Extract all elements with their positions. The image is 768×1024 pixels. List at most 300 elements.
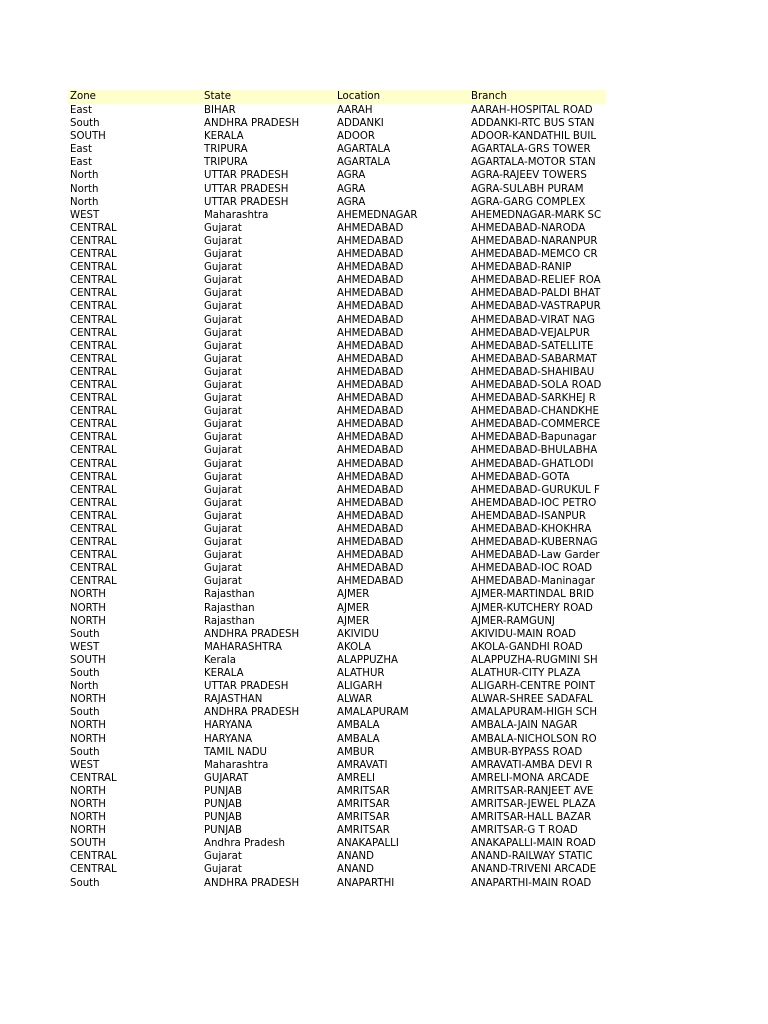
zone-cell[interactable]: East	[70, 105, 92, 116]
table-row	[68, 353, 605, 366]
zone-cell[interactable]: CENTRAL	[70, 275, 117, 287]
zone-cell[interactable]: NORTH	[70, 812, 106, 824]
zone-cell[interactable]: CENTRAL	[70, 327, 117, 339]
state-cell[interactable]: Gujarat	[204, 510, 242, 522]
branch-cell[interactable]: AHMEDABAD-SARKHEJ R	[471, 393, 596, 405]
state-cell[interactable]: Rajasthan	[204, 589, 255, 601]
location-cell[interactable]: AJMER	[337, 589, 370, 601]
location-cell[interactable]: AHMEDABAD	[337, 327, 404, 339]
state-cell[interactable]: PUNJAB	[204, 825, 243, 837]
location-cell[interactable]: AHMEDABAD	[337, 249, 404, 261]
state-cell[interactable]: Gujarat	[204, 301, 242, 313]
branch-cell[interactable]: ALWAR-SHREE SADAFAL	[471, 694, 593, 706]
state-cell[interactable]: Gujarat	[204, 262, 242, 274]
location-cell[interactable]: AHMEDABAD	[337, 366, 404, 378]
branch-cell[interactable]: AGARTALA-GRS TOWER	[471, 144, 591, 156]
location-cell[interactable]: AHMEDABAD	[337, 563, 404, 575]
state-cell[interactable]: MAHARASHTRA	[204, 641, 283, 653]
state-cell[interactable]: Gujarat	[204, 288, 242, 300]
table-row	[68, 366, 605, 379]
zone-cell[interactable]: NORTH	[70, 720, 106, 732]
table-row	[68, 523, 605, 536]
location-cell[interactable]: AMBALA	[337, 720, 380, 732]
state-cell[interactable]: Rajasthan	[204, 615, 255, 627]
location-cell[interactable]: AGRA	[337, 183, 366, 195]
branch-cell[interactable]: AHEMEDNAGAR-MARK SC	[471, 209, 602, 221]
table-row	[68, 706, 605, 719]
zone-cell[interactable]: CENTRAL	[70, 432, 117, 444]
branch-cell[interactable]: AGRA-RAJEEV TOWERS	[471, 170, 587, 182]
state-cell[interactable]: Gujarat	[204, 550, 242, 562]
table-row	[68, 877, 605, 890]
state-cell[interactable]: TAMIL NADU	[204, 746, 267, 758]
location-cell[interactable]: AHMEDABAD	[337, 458, 404, 470]
location-cell[interactable]: AHMEDABAD	[337, 340, 404, 352]
branch-cell[interactable]: ALIGARH-CENTRE POINT	[471, 681, 596, 693]
header-state[interactable]: State	[204, 91, 231, 102]
state-cell[interactable]: Gujarat	[204, 393, 242, 405]
table-row	[68, 759, 605, 772]
location-cell[interactable]: AHMEDABAD	[337, 497, 404, 509]
state-cell[interactable]: Gujarat	[204, 353, 242, 365]
branch-cell[interactable]: AMBALA-JAIN NAGAR	[471, 720, 578, 732]
table-row	[68, 196, 605, 209]
table-row	[68, 733, 605, 746]
table-row	[68, 156, 605, 169]
state-cell[interactable]: Gujarat	[204, 340, 242, 352]
location-cell[interactable]: AMRITSAR	[337, 798, 390, 810]
state-cell[interactable]: Andhra Pradesh	[204, 838, 285, 850]
state-cell[interactable]: ANDHRA PRADESH	[204, 118, 300, 130]
location-cell[interactable]: ANAND	[337, 851, 375, 863]
location-cell[interactable]: AHMEDABAD	[337, 406, 404, 418]
table-row	[68, 510, 605, 523]
branch-cell[interactable]: AGRA-GARG COMPLEX	[471, 196, 586, 208]
state-cell[interactable]: Gujarat	[204, 563, 242, 575]
table-row	[68, 549, 605, 562]
table-row	[68, 798, 605, 811]
table-row	[68, 824, 605, 837]
zone-cell[interactable]: CENTRAL	[70, 314, 117, 326]
table-row	[68, 392, 605, 405]
state-cell[interactable]: Gujarat	[204, 406, 242, 418]
branch-cell[interactable]: AHMEDABAD-COMMERCE	[471, 419, 601, 431]
state-cell[interactable]: Gujarat	[204, 314, 242, 326]
state-cell[interactable]: Gujarat	[204, 275, 242, 287]
header-location[interactable]: Location	[337, 91, 381, 102]
location-cell[interactable]: ADOOR	[337, 131, 375, 143]
branch-cell[interactable]: AJMER-KUTCHERY ROAD	[471, 602, 593, 614]
branch-cell[interactable]: AHEMDABAD-IOC PETRO	[471, 497, 597, 509]
location-cell[interactable]: AHMEDABAD	[337, 576, 404, 588]
state-cell[interactable]: Gujarat	[204, 576, 242, 588]
state-cell[interactable]: PUNJAB	[204, 812, 243, 824]
branch-cell[interactable]: AMBALA-NICHOLSON RO	[471, 733, 597, 745]
branch-cell[interactable]: AHMEDABAD-GURUKUL F	[471, 484, 600, 496]
zone-cell[interactable]: CENTRAL	[70, 301, 117, 313]
zone-cell[interactable]: CENTRAL	[70, 406, 117, 418]
location-cell[interactable]: AJMER	[337, 602, 370, 614]
table-row	[68, 222, 605, 235]
location-cell[interactable]: AHMEDABAD	[337, 275, 404, 287]
zone-cell[interactable]: CENTRAL	[70, 379, 117, 391]
location-cell[interactable]: ALAPPUZHA	[337, 654, 399, 666]
state-cell[interactable]: Kerala	[204, 654, 236, 666]
table-row	[68, 719, 605, 732]
location-cell[interactable]: AMALAPURAM	[337, 707, 409, 719]
zone-cell[interactable]: WEST	[70, 209, 100, 221]
location-cell[interactable]: AMRITSAR	[337, 785, 390, 797]
zone-cell[interactable]: CENTRAL	[70, 419, 117, 431]
state-cell[interactable]: Maharashtra	[204, 759, 269, 771]
branch-cell[interactable]: AHEMDABAD-ISANPUR	[471, 510, 586, 522]
state-cell[interactable]: Maharashtra	[204, 209, 269, 221]
table-row	[68, 117, 605, 130]
state-cell[interactable]: RAJASTHAN	[204, 694, 263, 706]
location-cell[interactable]: AGARTALA	[337, 144, 391, 156]
zone-cell[interactable]: WEST	[70, 759, 100, 771]
table-row	[68, 130, 605, 143]
location-cell[interactable]: AMBALA	[337, 733, 380, 745]
location-cell[interactable]: ALWAR	[337, 694, 373, 706]
zone-cell[interactable]: SOUTH	[70, 838, 106, 850]
zone-cell[interactable]: South	[70, 746, 100, 758]
zone-cell[interactable]: CENTRAL	[70, 445, 117, 457]
header-branch[interactable]: Branch	[471, 91, 507, 102]
state-cell[interactable]: Gujarat	[204, 366, 242, 378]
state-cell[interactable]: Gujarat	[204, 537, 242, 549]
branch-cell[interactable]: AHMEDABAD-Bapunagar	[471, 432, 597, 444]
location-cell[interactable]: AKOLA	[337, 641, 371, 653]
table-row	[68, 379, 605, 392]
table-row	[68, 667, 605, 680]
state-cell[interactable]: Gujarat	[204, 471, 242, 483]
branch-cell[interactable]: AGARTALA-MOTOR STAN	[471, 157, 596, 169]
branch-cell[interactable]: AHMEDABAD-SOLA ROAD	[471, 379, 602, 391]
location-cell[interactable]: AHMEDABAD	[337, 419, 404, 431]
branch-cell[interactable]: AKOLA-GANDHI ROAD	[471, 641, 583, 653]
state-cell[interactable]: Gujarat	[204, 458, 242, 470]
location-cell[interactable]: ADDANKI	[337, 118, 384, 130]
zone-cell[interactable]: NORTH	[70, 602, 106, 614]
location-cell[interactable]: ANAPARTHI	[337, 877, 395, 889]
branch-cell[interactable]: AHMEDABAD-NARANPUR	[471, 235, 598, 247]
location-cell[interactable]: AHEMEDNAGAR	[337, 209, 418, 221]
table-row	[68, 143, 605, 156]
branch-cell[interactable]: ANAND-TRIVENI ARCADE	[471, 864, 597, 876]
table-row	[68, 340, 605, 353]
location-cell[interactable]: AHMEDABAD	[337, 353, 404, 365]
zone-cell[interactable]: SOUTH	[70, 131, 106, 143]
branch-cell[interactable]: AKIVIDU-MAIN ROAD	[471, 628, 576, 640]
branch-cell[interactable]: AMRITSAR-HALL BAZAR	[471, 812, 592, 824]
zone-cell[interactable]: NORTH	[70, 798, 106, 810]
spreadsheet-table	[68, 90, 605, 890]
state-cell[interactable]: PUNJAB	[204, 785, 243, 797]
table-row	[68, 261, 605, 274]
branch-cell[interactable]: AMRITSAR-G T ROAD	[471, 825, 578, 837]
table-row	[68, 562, 605, 575]
location-cell[interactable]: AHMEDABAD	[337, 471, 404, 483]
zone-cell[interactable]: NORTH	[70, 825, 106, 837]
zone-cell[interactable]: CENTRAL	[70, 366, 117, 378]
state-cell[interactable]: Gujarat	[204, 249, 242, 261]
state-cell[interactable]: Gujarat	[204, 524, 242, 535]
zone-cell[interactable]: CENTRAL	[70, 353, 117, 365]
location-cell[interactable]: AHMEDABAD	[337, 379, 404, 391]
zone-cell[interactable]: North	[70, 681, 99, 693]
table-row	[68, 458, 605, 471]
state-cell[interactable]: Rajasthan	[204, 602, 255, 614]
branch-cell[interactable]: AARAH-HOSPITAL ROAD	[471, 105, 593, 116]
branch-cell[interactable]: AMRELI-MONA ARCADE	[471, 772, 590, 784]
zone-cell[interactable]: North	[70, 170, 99, 182]
branch-cell[interactable]: AMBUR-BYPASS ROAD	[471, 746, 583, 758]
state-cell[interactable]: UTTAR PRADESH	[204, 170, 289, 182]
branch-cell[interactable]: AHMEDABAD-SABARMAT	[471, 353, 597, 365]
state-cell[interactable]: HARYANA	[204, 733, 253, 745]
state-cell[interactable]: Gujarat	[204, 445, 242, 457]
branch-cell[interactable]: ALATHUR-CITY PLAZA	[471, 668, 581, 680]
table-row	[68, 444, 605, 457]
table-row	[68, 235, 605, 248]
location-cell[interactable]: AMRAVATI	[337, 759, 388, 771]
branch-cell[interactable]: AGRA-SULABH PURAM	[471, 183, 584, 195]
table-row	[68, 209, 605, 222]
branch-cell[interactable]: ALAPPUZHA-RUGMINI SH	[471, 654, 598, 666]
table-row	[68, 287, 605, 300]
state-cell[interactable]: Gujarat	[204, 497, 242, 509]
state-cell[interactable]: KERALA	[204, 131, 244, 143]
state-cell[interactable]: PUNJAB	[204, 798, 243, 810]
zone-cell[interactable]: NORTH	[70, 589, 106, 601]
state-cell[interactable]: KERALA	[204, 668, 244, 680]
state-cell[interactable]: UTTAR PRADESH	[204, 681, 289, 693]
branch-cell[interactable]: ANAKAPALLI-MAIN ROAD	[471, 838, 596, 850]
zone-cell[interactable]: NORTH	[70, 694, 106, 706]
branch-cell[interactable]: AHMEDABAD-BHULABHA	[471, 445, 598, 457]
branch-cell[interactable]: ANAPARTHI-MAIN ROAD	[471, 877, 592, 889]
location-cell[interactable]: AHMEDABAD	[337, 484, 404, 496]
branch-cell[interactable]: AMRITSAR-JEWEL PLAZA	[471, 798, 596, 810]
location-cell[interactable]: AMRELI	[337, 772, 375, 784]
location-cell[interactable]: AGRA	[337, 170, 366, 182]
zone-cell[interactable]: South	[70, 118, 100, 130]
state-cell[interactable]: Gujarat	[204, 851, 242, 863]
table-row	[68, 602, 605, 615]
zone-cell[interactable]: North	[70, 183, 99, 195]
zone-cell[interactable]: CENTRAL	[70, 249, 117, 261]
location-cell[interactable]: AHMEDABAD	[337, 262, 404, 274]
branch-cell[interactable]: AHMEDABAD-SHAHIBAU	[471, 366, 595, 378]
location-cell[interactable]: ALIGARH	[337, 681, 383, 693]
zone-cell[interactable]: CENTRAL	[70, 550, 117, 562]
branch-cell[interactable]: AHMEDABAD-MEMCO CR	[471, 249, 598, 261]
location-cell[interactable]: AARAH	[337, 105, 373, 116]
location-cell[interactable]: AGRA	[337, 196, 366, 208]
zone-cell[interactable]: CENTRAL	[70, 851, 117, 863]
table-row	[68, 183, 605, 196]
zone-cell[interactable]: CENTRAL	[70, 576, 117, 588]
zone-cell[interactable]: CENTRAL	[70, 393, 117, 405]
zone-cell[interactable]: WEST	[70, 641, 100, 653]
state-cell[interactable]: Gujarat	[204, 864, 242, 876]
location-cell[interactable]: AHMEDABAD	[337, 432, 404, 444]
zone-cell[interactable]: CENTRAL	[70, 497, 117, 509]
zone-cell[interactable]: South	[70, 707, 100, 719]
zone-cell[interactable]: NORTH	[70, 785, 106, 797]
state-cell[interactable]: UTTAR PRADESH	[204, 196, 289, 208]
location-cell[interactable]: AMRITSAR	[337, 825, 390, 837]
branch-cell[interactable]: AHMEDABAD-VEJALPUR	[471, 327, 590, 339]
table-row	[68, 615, 605, 628]
branch-cell[interactable]: AHMEDABAD-CHANDKHE	[471, 406, 599, 418]
branch-cell[interactable]: ADOOR-KANDATHIL BUIL	[471, 131, 597, 143]
zone-cell[interactable]: East	[70, 144, 92, 156]
header-zone[interactable]: Zone	[70, 91, 96, 102]
zone-cell[interactable]: South	[70, 628, 100, 640]
state-cell[interactable]: HARYANA	[204, 720, 253, 732]
zone-cell[interactable]: East	[70, 157, 92, 169]
state-cell[interactable]: TRIPURA	[204, 157, 248, 169]
location-cell[interactable]: AHMEDABAD	[337, 235, 404, 247]
zone-cell[interactable]: CENTRAL	[70, 288, 117, 300]
branch-cell[interactable]: ADDANKI-RTC BUS STAN	[471, 118, 595, 130]
branch-cell[interactable]: AHMEDABAD-VIRAT NAG	[471, 314, 595, 326]
table-row	[68, 274, 605, 287]
branch-cell[interactable]: AHMEDABAD-KUBERNAG	[471, 537, 598, 549]
table-row	[68, 104, 605, 117]
branch-cell[interactable]: AMRAVATI-AMBA DEVI R	[471, 759, 593, 771]
table-row	[68, 575, 605, 588]
state-cell[interactable]: TRIPURA	[204, 144, 248, 156]
location-cell[interactable]: AMBUR	[337, 746, 375, 758]
state-cell[interactable]: ANDHRA PRADESH	[204, 707, 300, 719]
table-row	[68, 680, 605, 693]
state-cell[interactable]: Gujarat	[204, 432, 242, 444]
location-cell[interactable]: AHMEDABAD	[337, 314, 404, 326]
location-cell[interactable]: AHMEDABAD	[337, 524, 404, 535]
zone-cell[interactable]: CENTRAL	[70, 537, 117, 549]
table-row	[68, 405, 605, 418]
table-row	[68, 785, 605, 798]
state-cell[interactable]: Gujarat	[204, 222, 242, 234]
location-cell[interactable]: AHMEDABAD	[337, 288, 404, 300]
zone-cell[interactable]: CENTRAL	[70, 340, 117, 352]
zone-cell[interactable]: CENTRAL	[70, 235, 117, 247]
zone-cell[interactable]: CENTRAL	[70, 524, 117, 535]
branch-cell[interactable]: AHMEDABAD-PALDI BHAT	[471, 288, 601, 300]
zone-cell[interactable]: CENTRAL	[70, 262, 117, 274]
branch-cell[interactable]: AHMEDABAD-VASTRAPUR	[471, 301, 601, 313]
zone-cell[interactable]: CENTRAL	[70, 222, 117, 234]
table-row	[68, 641, 605, 654]
state-cell[interactable]: Gujarat	[204, 327, 242, 339]
table-row	[68, 811, 605, 824]
zone-cell[interactable]: SOUTH	[70, 654, 106, 666]
zone-cell[interactable]: CENTRAL	[70, 458, 117, 470]
state-cell[interactable]: ANDHRA PRADESH	[204, 628, 300, 640]
state-cell[interactable]: UTTAR PRADESH	[204, 183, 289, 195]
location-cell[interactable]: AJMER	[337, 615, 370, 627]
branch-cell[interactable]: AHMEDABAD-IOC ROAD	[471, 563, 593, 575]
table-row	[68, 693, 605, 706]
zone-cell[interactable]: North	[70, 196, 99, 208]
location-cell[interactable]: ANAKAPALLI	[337, 838, 399, 850]
location-cell[interactable]: ALATHUR	[337, 668, 385, 680]
zone-cell[interactable]: CENTRAL	[70, 864, 117, 876]
location-cell[interactable]: ANAND	[337, 864, 375, 876]
table-row	[68, 327, 605, 340]
location-cell[interactable]: AHMEDABAD	[337, 445, 404, 457]
location-cell[interactable]: AKIVIDU	[337, 628, 379, 640]
branch-cell[interactable]: AHMEDABAD-KHOKHRA	[471, 524, 592, 535]
branch-cell[interactable]: AJMER-MARTINDAL BRID	[471, 589, 594, 601]
branch-cell[interactable]: AHMEDABAD-GHATLODI	[471, 458, 594, 470]
table-row	[68, 654, 605, 667]
branch-cell[interactable]: AMALAPURAM-HIGH SCH	[471, 707, 598, 719]
location-cell[interactable]: AMRITSAR	[337, 812, 390, 824]
table-row	[68, 588, 605, 601]
location-cell[interactable]: AHMEDABAD	[337, 510, 404, 522]
zone-cell[interactable]: CENTRAL	[70, 471, 117, 483]
branch-cell[interactable]: AHMEDABAD-Law Garder	[471, 550, 600, 562]
branch-cell[interactable]: AHMEDABAD-SATELLITE	[471, 340, 594, 352]
location-cell[interactable]: AHMEDABAD	[337, 222, 404, 234]
state-cell[interactable]: Gujarat	[204, 235, 242, 247]
branch-cell[interactable]: AHMEDABAD-Maninagar	[471, 576, 595, 588]
table-row	[68, 248, 605, 261]
table-row	[68, 431, 605, 444]
header-row	[68, 90, 605, 104]
state-cell[interactable]: ANDHRA PRADESH	[204, 877, 300, 889]
state-cell[interactable]: Gujarat	[204, 379, 242, 391]
table-row	[68, 536, 605, 549]
state-cell[interactable]: GUJARAT	[204, 772, 249, 784]
branch-cell[interactable]: AHMEDABAD-NARODA	[471, 222, 586, 234]
table-row	[68, 314, 605, 327]
zone-cell[interactable]: CENTRAL	[70, 510, 117, 522]
location-cell[interactable]: AGARTALA	[337, 157, 391, 169]
location-cell[interactable]: AHMEDABAD	[337, 393, 404, 405]
branch-cell[interactable]: AJMER-RAMGUNJ	[471, 615, 555, 627]
branch-cell[interactable]: AHMEDABAD-RANIP	[471, 262, 572, 274]
zone-cell[interactable]: NORTH	[70, 733, 106, 745]
location-cell[interactable]: AHMEDABAD	[337, 301, 404, 313]
state-cell[interactable]: Gujarat	[204, 484, 242, 496]
zone-cell[interactable]: NORTH	[70, 615, 106, 627]
table-row	[68, 837, 605, 850]
zone-cell[interactable]: South	[70, 877, 100, 889]
branch-cell[interactable]: AMRITSAR-RANJEET AVE	[471, 785, 594, 797]
table-row	[68, 628, 605, 641]
table-row	[68, 863, 605, 876]
table-row	[68, 497, 605, 510]
zone-cell[interactable]: South	[70, 668, 100, 680]
branch-cell[interactable]: AHMEDABAD-GOTA	[471, 471, 570, 483]
zone-cell[interactable]: CENTRAL	[70, 563, 117, 575]
branch-cell[interactable]: AHMEDABAD-RELIEF ROA	[471, 275, 601, 287]
zone-cell[interactable]: CENTRAL	[70, 484, 117, 496]
table-row	[68, 484, 605, 497]
state-cell[interactable]: Gujarat	[204, 419, 242, 431]
location-cell[interactable]: AHMEDABAD	[337, 537, 404, 549]
zone-cell[interactable]: CENTRAL	[70, 772, 117, 784]
location-cell[interactable]: AHMEDABAD	[337, 550, 404, 562]
branch-cell[interactable]: ANAND-RAILWAY STATIC	[471, 851, 593, 863]
table-row	[68, 169, 605, 182]
state-cell[interactable]: BIHAR	[204, 105, 236, 116]
